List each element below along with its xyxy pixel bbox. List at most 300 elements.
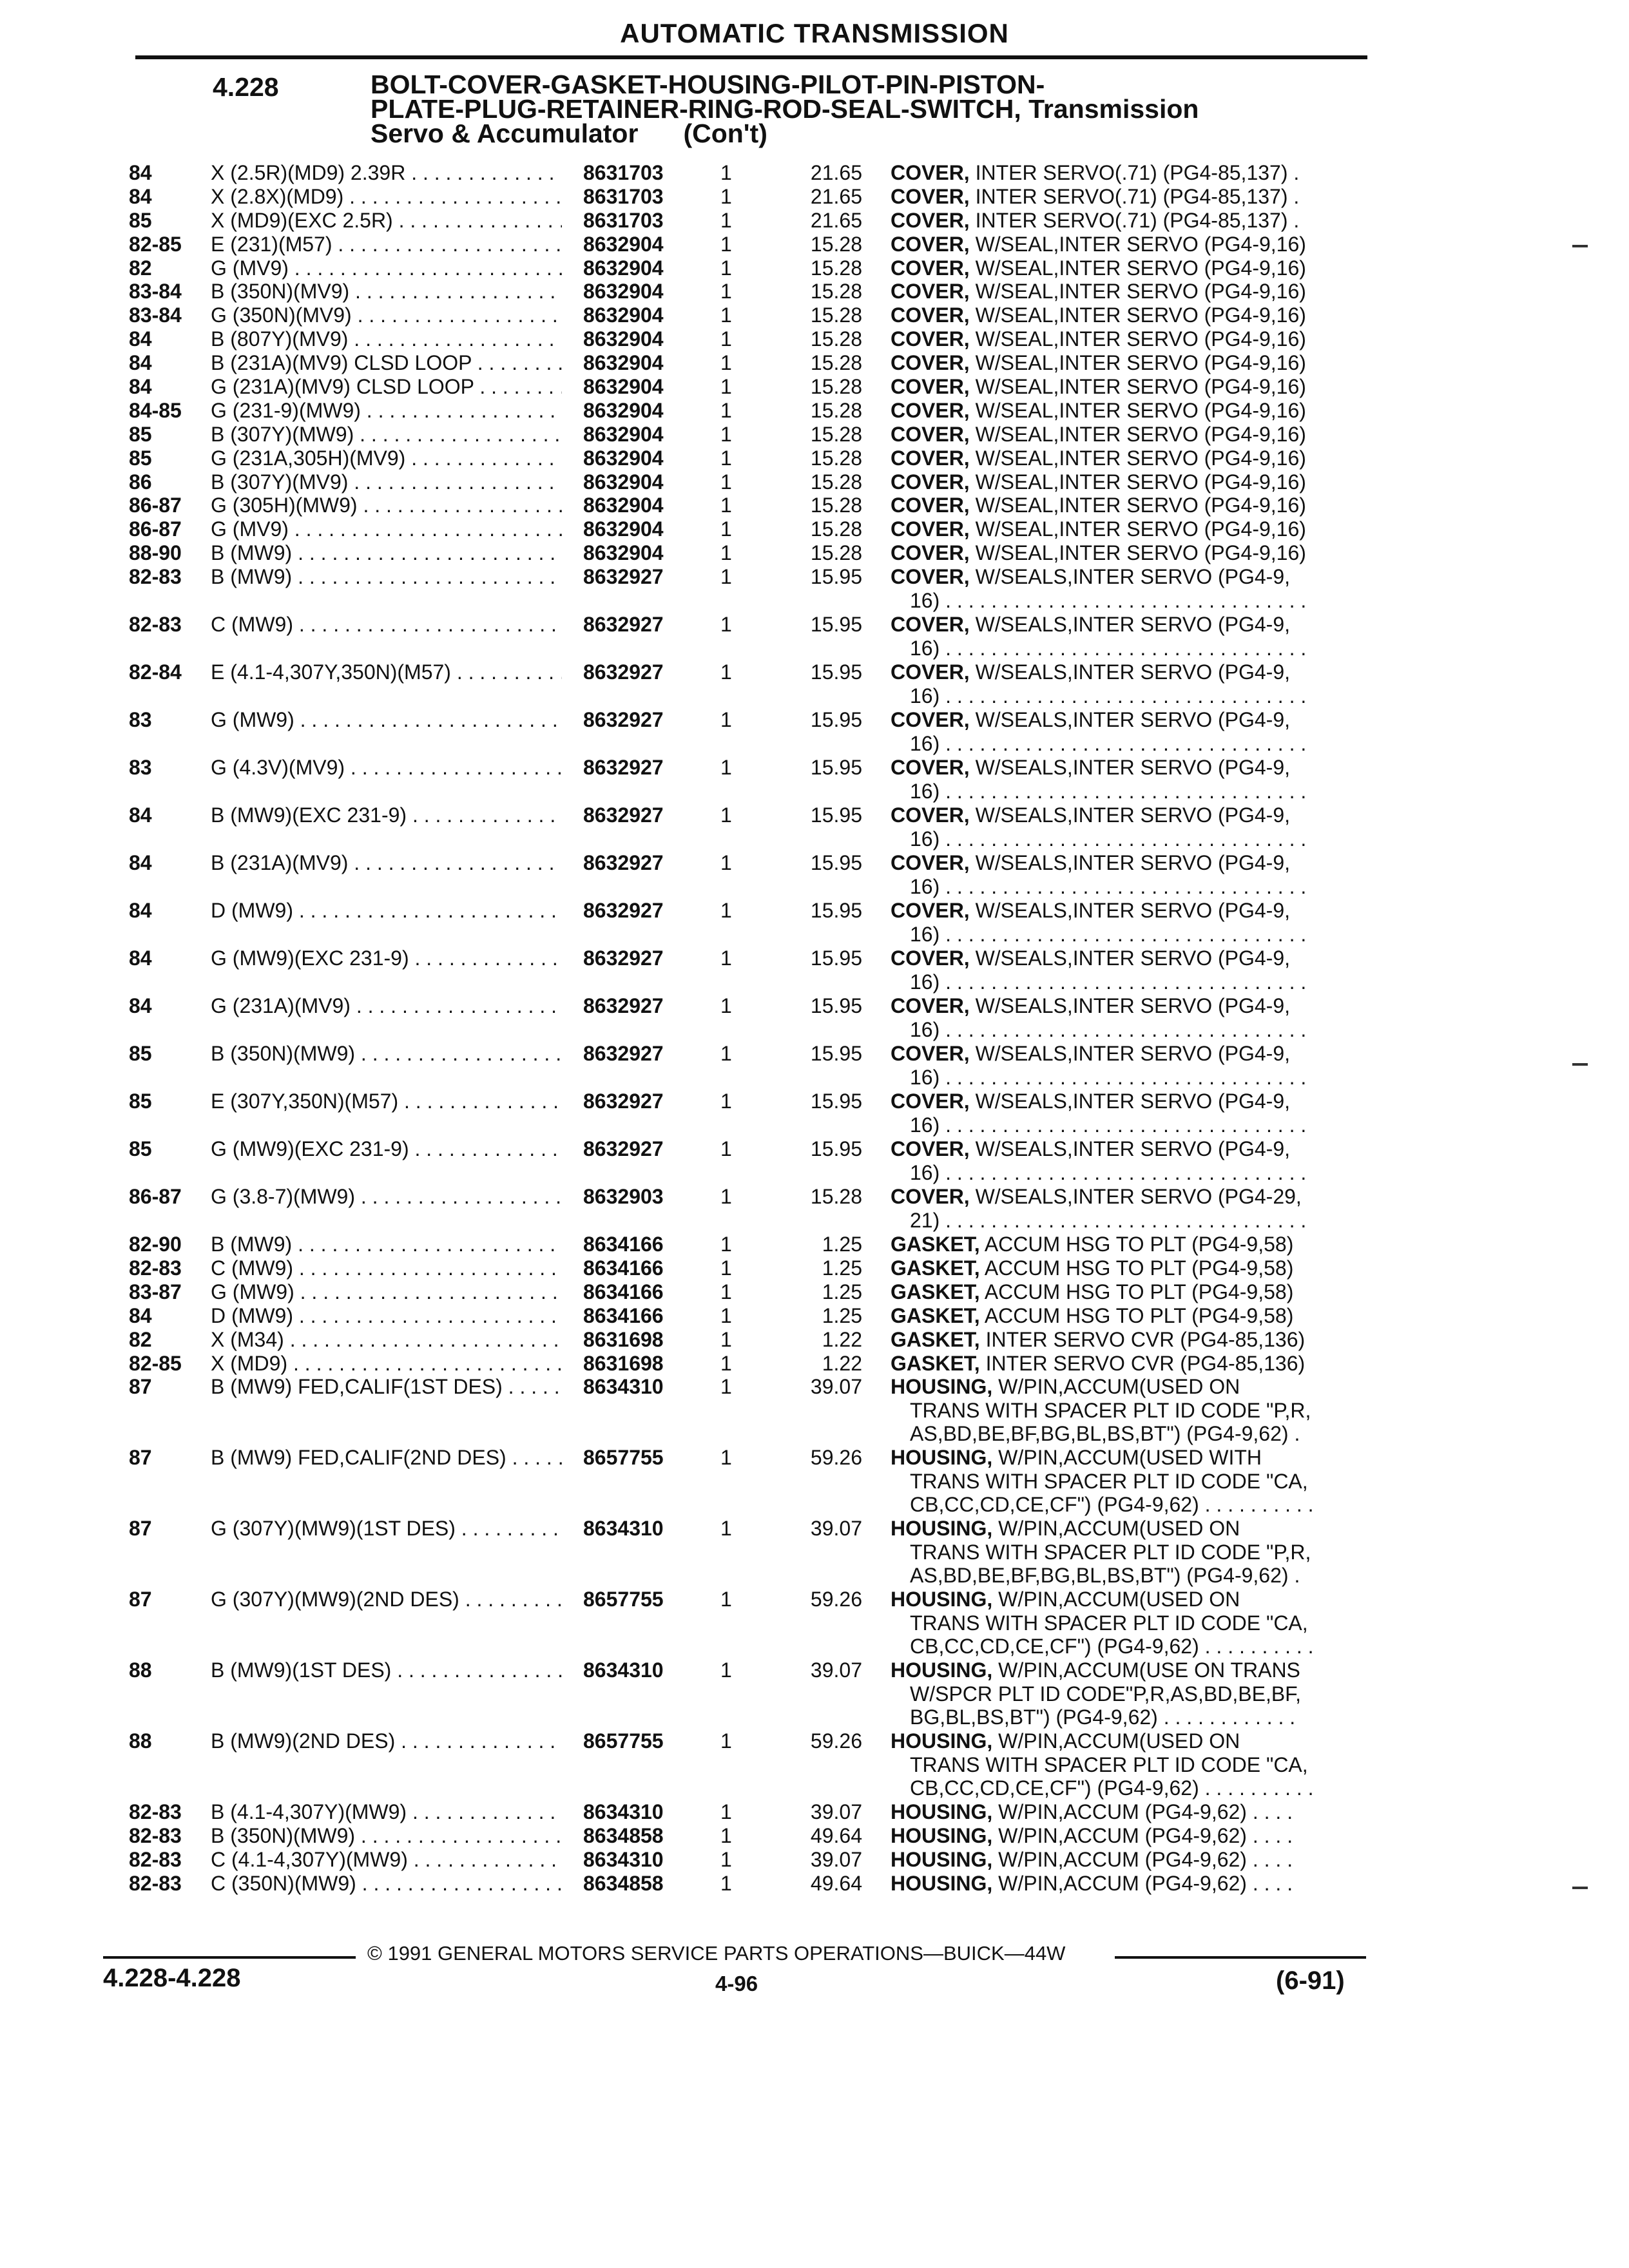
part-name-detail: W/SEAL,INTER SERVO (PG4-9,16) <box>975 256 1306 280</box>
model-year: 82-84 <box>129 660 182 684</box>
part-name <box>891 541 1367 565</box>
table-row <box>0 756 1629 803</box>
part-name-detail: INTER SERVO CVR (PG4-85,136) <box>985 1327 1306 1351</box>
part-name-detail: W/SEAL,INTER SERVO (PG4-9,16) <box>975 470 1306 494</box>
part-name-noun: GASKET, <box>891 1351 980 1375</box>
model-year: 84-85 <box>129 398 182 422</box>
model-year: 82-83 <box>129 1872 182 1896</box>
part-name-detail: W/PIN,ACCUM (PG4-9,62) . . . . <box>998 1848 1293 1872</box>
part-name-continuation: 16) . . . . . . . . . . . . . . . . . . . . . . . . . . . . . . . . <box>910 684 1307 707</box>
part-name <box>891 899 1367 946</box>
part-name-noun: COVER, <box>891 303 970 327</box>
part-name-noun: COVER, <box>891 375 970 399</box>
price: 21.65 <box>810 208 862 232</box>
part-name-noun: COVER, <box>891 1137 970 1161</box>
quantity: 1 <box>720 613 732 637</box>
part-name <box>891 447 1367 470</box>
part-name-detail: W/SEAL,INTER SERVO (PG4-9,16) <box>975 327 1306 351</box>
model-year: 84 <box>129 1303 152 1327</box>
model-year: 84 <box>129 351 152 375</box>
part-name-noun: COVER, <box>891 280 970 303</box>
part-number: 8634166 <box>583 1280 664 1303</box>
part-name <box>891 1517 1367 1588</box>
quantity: 1 <box>720 947 732 970</box>
part-name <box>891 994 1367 1041</box>
part-number: 8632927 <box>583 899 664 923</box>
part-number: 8634310 <box>583 1848 664 1872</box>
part-name <box>891 1352 1367 1376</box>
part-name-continuation: AS,BD,BE,BF,BG,BL,BS,BT") (PG4-9,62) . <box>910 1564 1300 1588</box>
table-row <box>0 1824 1629 1848</box>
part-name-noun: COVER, <box>891 470 970 494</box>
price: 15.28 <box>810 351 862 375</box>
part-name-noun: GASKET, <box>891 1256 980 1280</box>
model-description: G (231A)(MV9) . . . <box>211 994 562 1018</box>
price: 15.95 <box>810 1090 862 1113</box>
table-row <box>0 351 1629 375</box>
model-description: X (MD9) . . . <box>211 1352 562 1376</box>
model-year: 87 <box>129 1517 152 1541</box>
part-name-noun: COVER, <box>891 517 970 541</box>
section-title-line1: BOLT-COVER-GASKET-HOUSING-PILOT-PIN-PISTON- <box>371 70 1045 99</box>
model-year: 83 <box>129 708 152 732</box>
part-name <box>891 233 1367 256</box>
section-number: 4.228 <box>213 72 279 102</box>
price: 39.07 <box>810 1517 862 1541</box>
model-year: 87 <box>129 1588 152 1611</box>
part-name-noun: COVER, <box>891 422 970 446</box>
model-description: G (MW9)(EXC 231-9) . . . <box>211 947 562 970</box>
part-name-detail: W/PIN,ACCUM(USED WITH <box>998 1446 1262 1470</box>
part-number: 8634858 <box>583 1824 664 1848</box>
quantity: 1 <box>720 1848 732 1872</box>
part-number: 8631698 <box>583 1327 664 1351</box>
part-name-noun: COVER, <box>891 756 970 780</box>
model-description: B (307Y)(MW9) . . . <box>211 423 562 447</box>
quantity: 1 <box>720 1280 732 1303</box>
model-year: 84 <box>129 851 152 875</box>
model-description: B (MW9) FED,CALIF(1ST DES) . . . <box>211 1375 562 1399</box>
table-row <box>0 209 1629 233</box>
part-name-noun: GASKET, <box>891 1303 980 1327</box>
model-year: 82-83 <box>129 1824 182 1848</box>
price: 49.64 <box>810 1824 862 1848</box>
model-description: G (MW9)(EXC 231-9) . . . <box>211 1137 562 1161</box>
copyright-notice: © 1991 GENERAL MOTORS SERVICE PARTS OPERATIONS—BUICK—44W <box>367 1942 1066 1965</box>
date-code: (6-91) <box>1276 1966 1345 1995</box>
part-number: 8632904 <box>583 398 664 422</box>
model-description: B (MW9)(EXC 231-9) . . . <box>211 803 562 827</box>
table-row <box>0 899 1629 947</box>
quantity: 1 <box>720 1588 732 1611</box>
model-description: C (350N)(MW9) . . . <box>211 1872 562 1896</box>
table-row <box>0 1517 1629 1588</box>
quantity: 1 <box>720 1824 732 1848</box>
footer-rule-left <box>103 1956 356 1959</box>
model-description: B (307Y)(MV9) . . . <box>211 470 562 494</box>
table-row <box>0 1446 1629 1517</box>
price: 15.28 <box>810 327 862 351</box>
part-name-noun: GASKET, <box>891 1327 980 1351</box>
part-name-noun: COVER, <box>891 446 970 470</box>
model-year: 84 <box>129 994 152 1018</box>
model-year: 84 <box>129 899 152 923</box>
part-name-noun: GASKET, <box>891 1233 980 1256</box>
price: 15.95 <box>810 803 862 827</box>
quantity: 1 <box>720 1872 732 1896</box>
part-number: 8632927 <box>583 947 664 970</box>
part-name-noun: HOUSING, <box>891 1517 993 1541</box>
price: 15.95 <box>810 613 862 637</box>
table-row <box>0 161 1629 185</box>
price: 49.64 <box>810 1872 862 1896</box>
model-year: 82-83 <box>129 1848 182 1872</box>
quantity: 1 <box>720 446 732 470</box>
quantity: 1 <box>720 375 732 399</box>
table-row <box>0 851 1629 899</box>
part-name-noun: COVER, <box>891 708 970 732</box>
table-row <box>0 327 1629 351</box>
price: 1.25 <box>822 1280 862 1303</box>
part-name <box>891 1185 1367 1232</box>
part-number: 8632927 <box>583 756 664 780</box>
quantity: 1 <box>720 1233 732 1256</box>
model-description: B (350N)(MV9) . . . <box>211 280 562 303</box>
section-title-line3 <box>371 121 1350 146</box>
quantity: 1 <box>720 517 732 541</box>
quantity: 1 <box>720 256 732 280</box>
part-name-detail: W/PIN,ACCUM(USED ON <box>998 1588 1240 1611</box>
part-name-continuation: 16) . . . . . . . . . . . . . . . . . . . . . . . . . . . . . . . . <box>910 731 1307 755</box>
model-description: G (305H)(MW9) . . . <box>211 494 562 517</box>
part-name-detail: W/SEAL,INTER SERVO (PG4-9,16) <box>975 446 1306 470</box>
part-name-detail: W/SEAL,INTER SERVO (PG4-9,16) <box>975 422 1306 446</box>
part-name-detail: INTER SERVO CVR (PG4-85,136) <box>985 1351 1306 1375</box>
margin-mark <box>1572 1887 1588 1889</box>
part-name-detail: W/SEALS,INTER SERVO (PG4-9, <box>975 803 1290 827</box>
part-name-continuation: 16) . . . . . . . . . . . . . . . . . . . . . . . . . . . . . . . . <box>910 827 1307 850</box>
table-row <box>0 947 1629 994</box>
table-row <box>0 303 1629 327</box>
quantity: 1 <box>720 708 732 732</box>
quantity: 1 <box>720 1729 732 1753</box>
part-number: 8632927 <box>583 708 664 732</box>
model-year: 83 <box>129 756 152 780</box>
price: 1.22 <box>822 1327 862 1351</box>
part-name <box>891 1042 1367 1089</box>
margin-mark <box>1572 1063 1588 1066</box>
model-description: B (MW9) FED,CALIF(2ND DES) . . . <box>211 1446 562 1470</box>
part-name-continuation: 16) . . . . . . . . . . . . . . . . . . . . . . . . . . . . . . . . <box>910 1160 1307 1184</box>
model-year: 84 <box>129 947 152 970</box>
model-description: B (MW9) . . . <box>211 541 562 565</box>
part-name-noun: HOUSING, <box>891 1588 993 1611</box>
price: 15.95 <box>810 1042 862 1066</box>
part-name <box>891 1872 1367 1896</box>
model-description: E (307Y,350N)(M57) . . . <box>211 1090 562 1113</box>
price: 1.25 <box>822 1303 862 1327</box>
part-name <box>891 756 1367 803</box>
part-number: 8632904 <box>583 256 664 280</box>
model-description: G (307Y)(MW9)(2ND DES) . . . <box>211 1588 562 1611</box>
price: 15.28 <box>810 494 862 517</box>
quantity: 1 <box>720 494 732 517</box>
part-name-detail: INTER SERVO(.71) (PG4-85,137) . <box>975 184 1300 208</box>
part-name-noun: COVER, <box>891 256 970 280</box>
part-name-detail: W/PIN,ACCUM (PG4-9,62) . . . . <box>998 1824 1293 1848</box>
model-year: 87 <box>129 1375 152 1399</box>
model-year: 85 <box>129 208 152 232</box>
part-number: 8632904 <box>583 446 664 470</box>
part-name <box>891 1800 1367 1824</box>
price: 15.28 <box>810 232 862 256</box>
part-name <box>891 660 1367 707</box>
table-row <box>0 994 1629 1042</box>
part-number: 8632927 <box>583 613 664 637</box>
part-number: 8631703 <box>583 184 664 208</box>
quantity: 1 <box>720 184 732 208</box>
section-title-continued: (Con't) <box>683 119 767 148</box>
table-row <box>0 233 1629 256</box>
model-description: G (MV9) . . . <box>211 256 562 280</box>
part-name-detail: W/SEAL,INTER SERVO (PG4-9,16) <box>975 303 1306 327</box>
part-name <box>891 375 1367 399</box>
quantity: 1 <box>720 208 732 232</box>
part-number: 8632904 <box>583 375 664 399</box>
model-description: B (807Y)(MV9) . . . <box>211 327 562 351</box>
model-description: B (4.1-4,307Y)(MW9) . . . <box>211 1800 562 1824</box>
part-number: 8632904 <box>583 303 664 327</box>
part-number: 8632904 <box>583 232 664 256</box>
part-name <box>891 708 1367 755</box>
part-name-noun: COVER, <box>891 494 970 517</box>
part-name <box>891 256 1367 280</box>
quantity: 1 <box>720 803 732 827</box>
table-row <box>0 708 1629 756</box>
part-name-continuation: 16) . . . . . . . . . . . . . . . . . . . . . . . . . . . . . . . . <box>910 779 1307 803</box>
price: 21.65 <box>810 161 862 184</box>
model-year: 87 <box>129 1446 152 1470</box>
part-number: 8631698 <box>583 1351 664 1375</box>
quantity: 1 <box>720 1517 732 1541</box>
price: 15.95 <box>810 994 862 1018</box>
model-description: E (4.1-4,307Y,350N)(M57) . . . <box>211 660 562 684</box>
part-name-continuation: 16) . . . . . . . . . . . . . . . . . . . . . . . . . . . . . . . . <box>910 1065 1307 1089</box>
part-number: 8632927 <box>583 1090 664 1113</box>
part-name <box>891 613 1367 660</box>
model-year: 85 <box>129 1137 152 1161</box>
table-row <box>0 423 1629 447</box>
table-row <box>0 1375 1629 1446</box>
table-row <box>0 1042 1629 1090</box>
price: 59.26 <box>810 1446 862 1470</box>
part-number: 8632904 <box>583 541 664 565</box>
model-year: 85 <box>129 1090 152 1113</box>
page-title: AUTOMATIC TRANSMISSION <box>620 18 1009 48</box>
part-name-noun: HOUSING, <box>891 1800 993 1824</box>
model-description: D (MW9) . . . <box>211 1304 562 1328</box>
part-name <box>891 1328 1367 1352</box>
part-name-continuation: BG,BL,BS,BT") (PG4-9,62) . . . . . . . . . . . . <box>910 1706 1296 1729</box>
price: 1.25 <box>822 1256 862 1280</box>
price: 39.07 <box>810 1375 862 1399</box>
part-name <box>891 565 1367 612</box>
table-row <box>0 1256 1629 1280</box>
part-number: 8632927 <box>583 565 664 589</box>
part-name-noun: COVER, <box>891 208 970 232</box>
model-year: 82-83 <box>129 565 182 589</box>
model-year: 83-87 <box>129 1280 182 1303</box>
quantity: 1 <box>720 1185 732 1209</box>
price: 39.07 <box>810 1848 862 1872</box>
part-name <box>891 423 1367 447</box>
model-year: 86-87 <box>129 1185 182 1209</box>
model-year: 82-90 <box>129 1233 182 1256</box>
section-title-line2: PLATE-PLUG-RETAINER-RING-ROD-SEAL-SWITCH, Transmission <box>371 94 1199 124</box>
part-name <box>891 470 1367 494</box>
part-name-detail: W/PIN,ACCUM (PG4-9,62) . . . . <box>998 1800 1293 1824</box>
part-name <box>891 351 1367 375</box>
model-description: B (231A)(MV9) . . . <box>211 851 562 875</box>
table-row <box>0 1872 1629 1896</box>
part-name-noun: COVER, <box>891 161 970 184</box>
part-name-detail: W/SEALS,INTER SERVO (PG4-29, <box>975 1185 1302 1209</box>
part-name-detail: INTER SERVO(.71) (PG4-85,137) . <box>975 208 1300 232</box>
table-row <box>0 470 1629 494</box>
price: 15.28 <box>810 375 862 399</box>
part-name-continuation: TRANS WITH SPACER PLT ID CODE "P,R, <box>910 1398 1311 1422</box>
part-name <box>891 947 1367 994</box>
model-description: E (231)(M57) . . . <box>211 233 562 256</box>
table-row <box>0 494 1629 517</box>
table-row <box>0 1800 1629 1824</box>
part-number: 8632927 <box>583 1137 664 1161</box>
model-description: B (231A)(MV9) CLSD LOOP . . . <box>211 351 562 375</box>
part-number: 8631703 <box>583 208 664 232</box>
table-row <box>0 517 1629 541</box>
model-year: 83-84 <box>129 303 182 327</box>
part-name-noun: HOUSING, <box>891 1658 993 1682</box>
part-name-detail: W/SEAL,INTER SERVO (PG4-9,16) <box>975 494 1306 517</box>
title-rule <box>135 55 1367 59</box>
quantity: 1 <box>720 756 732 780</box>
model-description: G (MW9) . . . <box>211 1280 562 1304</box>
model-year: 82-83 <box>129 1800 182 1824</box>
part-number: 8632927 <box>583 994 664 1018</box>
price: 15.95 <box>810 1137 862 1161</box>
table-row <box>0 1328 1629 1352</box>
part-name-noun: COVER, <box>891 327 970 351</box>
model-description: G (307Y)(MW9)(1ST DES) . . . <box>211 1517 562 1541</box>
model-year: 84 <box>129 327 152 351</box>
quantity: 1 <box>720 1303 732 1327</box>
table-row <box>0 1280 1629 1304</box>
price: 15.28 <box>810 517 862 541</box>
part-name-noun: COVER, <box>891 899 970 923</box>
part-name-noun: COVER, <box>891 851 970 875</box>
quantity: 1 <box>720 1042 732 1066</box>
price: 15.28 <box>810 1185 862 1209</box>
part-name <box>891 1304 1367 1328</box>
part-name-continuation: CB,CC,CD,CE,CF") (PG4-9,62) . . . . . . . . . . <box>910 1776 1314 1800</box>
part-number: 8632904 <box>583 517 664 541</box>
part-name <box>891 399 1367 423</box>
quantity: 1 <box>720 994 732 1018</box>
part-number: 8634310 <box>583 1517 664 1541</box>
part-name-detail: W/SEALS,INTER SERVO (PG4-9, <box>975 565 1290 589</box>
model-description: G (231-9)(MW9) . . . <box>211 399 562 423</box>
part-name-noun: COVER, <box>891 184 970 208</box>
model-year: 83-84 <box>129 280 182 303</box>
quantity: 1 <box>720 851 732 875</box>
model-description: G (231A,305H)(MV9) . . . <box>211 447 562 470</box>
part-name <box>891 1824 1367 1848</box>
part-name-detail: W/PIN,ACCUM(USED ON <box>998 1375 1240 1399</box>
model-year: 82-83 <box>129 613 182 637</box>
part-name-noun: COVER, <box>891 1090 970 1113</box>
part-name-detail: W/SEAL,INTER SERVO (PG4-9,16) <box>975 280 1306 303</box>
part-name-noun: HOUSING, <box>891 1446 993 1470</box>
part-name-detail: W/SEAL,INTER SERVO (PG4-9,16) <box>975 232 1306 256</box>
part-name <box>891 1848 1367 1872</box>
model-description: D (MW9) . . . <box>211 899 562 923</box>
part-name-noun: COVER, <box>891 351 970 375</box>
model-year: 84 <box>129 803 152 827</box>
quantity: 1 <box>720 1658 732 1682</box>
model-year: 85 <box>129 1042 152 1066</box>
part-name <box>891 1256 1367 1280</box>
part-name-detail: W/SEALS,INTER SERVO (PG4-9, <box>975 708 1290 732</box>
part-name-noun: GASKET, <box>891 1280 980 1303</box>
part-number: 8634310 <box>583 1800 664 1824</box>
part-name <box>891 1280 1367 1304</box>
part-name-continuation: 16) . . . . . . . . . . . . . . . . . . . . . . . . . . . . . . . . <box>910 874 1307 898</box>
model-description: X (MD9)(EXC 2.5R) . . . <box>211 209 562 233</box>
page-number: 4-96 <box>715 1972 758 1995</box>
part-name-continuation: 16) . . . . . . . . . . . . . . . . . . . . . . . . . . . . . . . . <box>910 588 1307 612</box>
price: 15.95 <box>810 851 862 875</box>
model-description: G (3.8-7)(MW9) . . . <box>211 1185 562 1209</box>
part-name <box>891 161 1367 185</box>
part-name <box>891 1588 1367 1658</box>
quantity: 1 <box>720 351 732 375</box>
part-name-continuation: 16) . . . . . . . . . . . . . . . . . . . . . . . . . . . . . . . . <box>910 970 1307 994</box>
model-year: 82-83 <box>129 1256 182 1280</box>
part-name <box>891 185 1367 209</box>
part-name-detail: W/SEALS,INTER SERVO (PG4-9, <box>975 851 1290 875</box>
part-number: 8632904 <box>583 470 664 494</box>
table-row <box>0 1090 1629 1137</box>
quantity: 1 <box>720 161 732 184</box>
model-year: 82 <box>129 256 152 280</box>
part-name-detail: W/SEALS,INTER SERVO (PG4-9, <box>975 756 1290 780</box>
part-number: 8657755 <box>583 1729 664 1753</box>
price: 15.28 <box>810 541 862 565</box>
part-number: 8632904 <box>583 280 664 303</box>
price: 15.95 <box>810 708 862 732</box>
table-row <box>0 1658 1629 1729</box>
quantity: 1 <box>720 1800 732 1824</box>
part-name-detail: W/PIN,ACCUM (PG4-9,62) . . . . <box>998 1872 1293 1896</box>
part-name <box>891 1375 1367 1446</box>
quantity: 1 <box>720 1446 732 1470</box>
part-number: 8631703 <box>583 161 664 184</box>
quantity: 1 <box>720 327 732 351</box>
model-description: G (4.3V)(MV9) . . . <box>211 756 562 780</box>
model-description: G (MW9) . . . <box>211 708 562 732</box>
part-number: 8634310 <box>583 1658 664 1682</box>
part-number: 8632904 <box>583 422 664 446</box>
